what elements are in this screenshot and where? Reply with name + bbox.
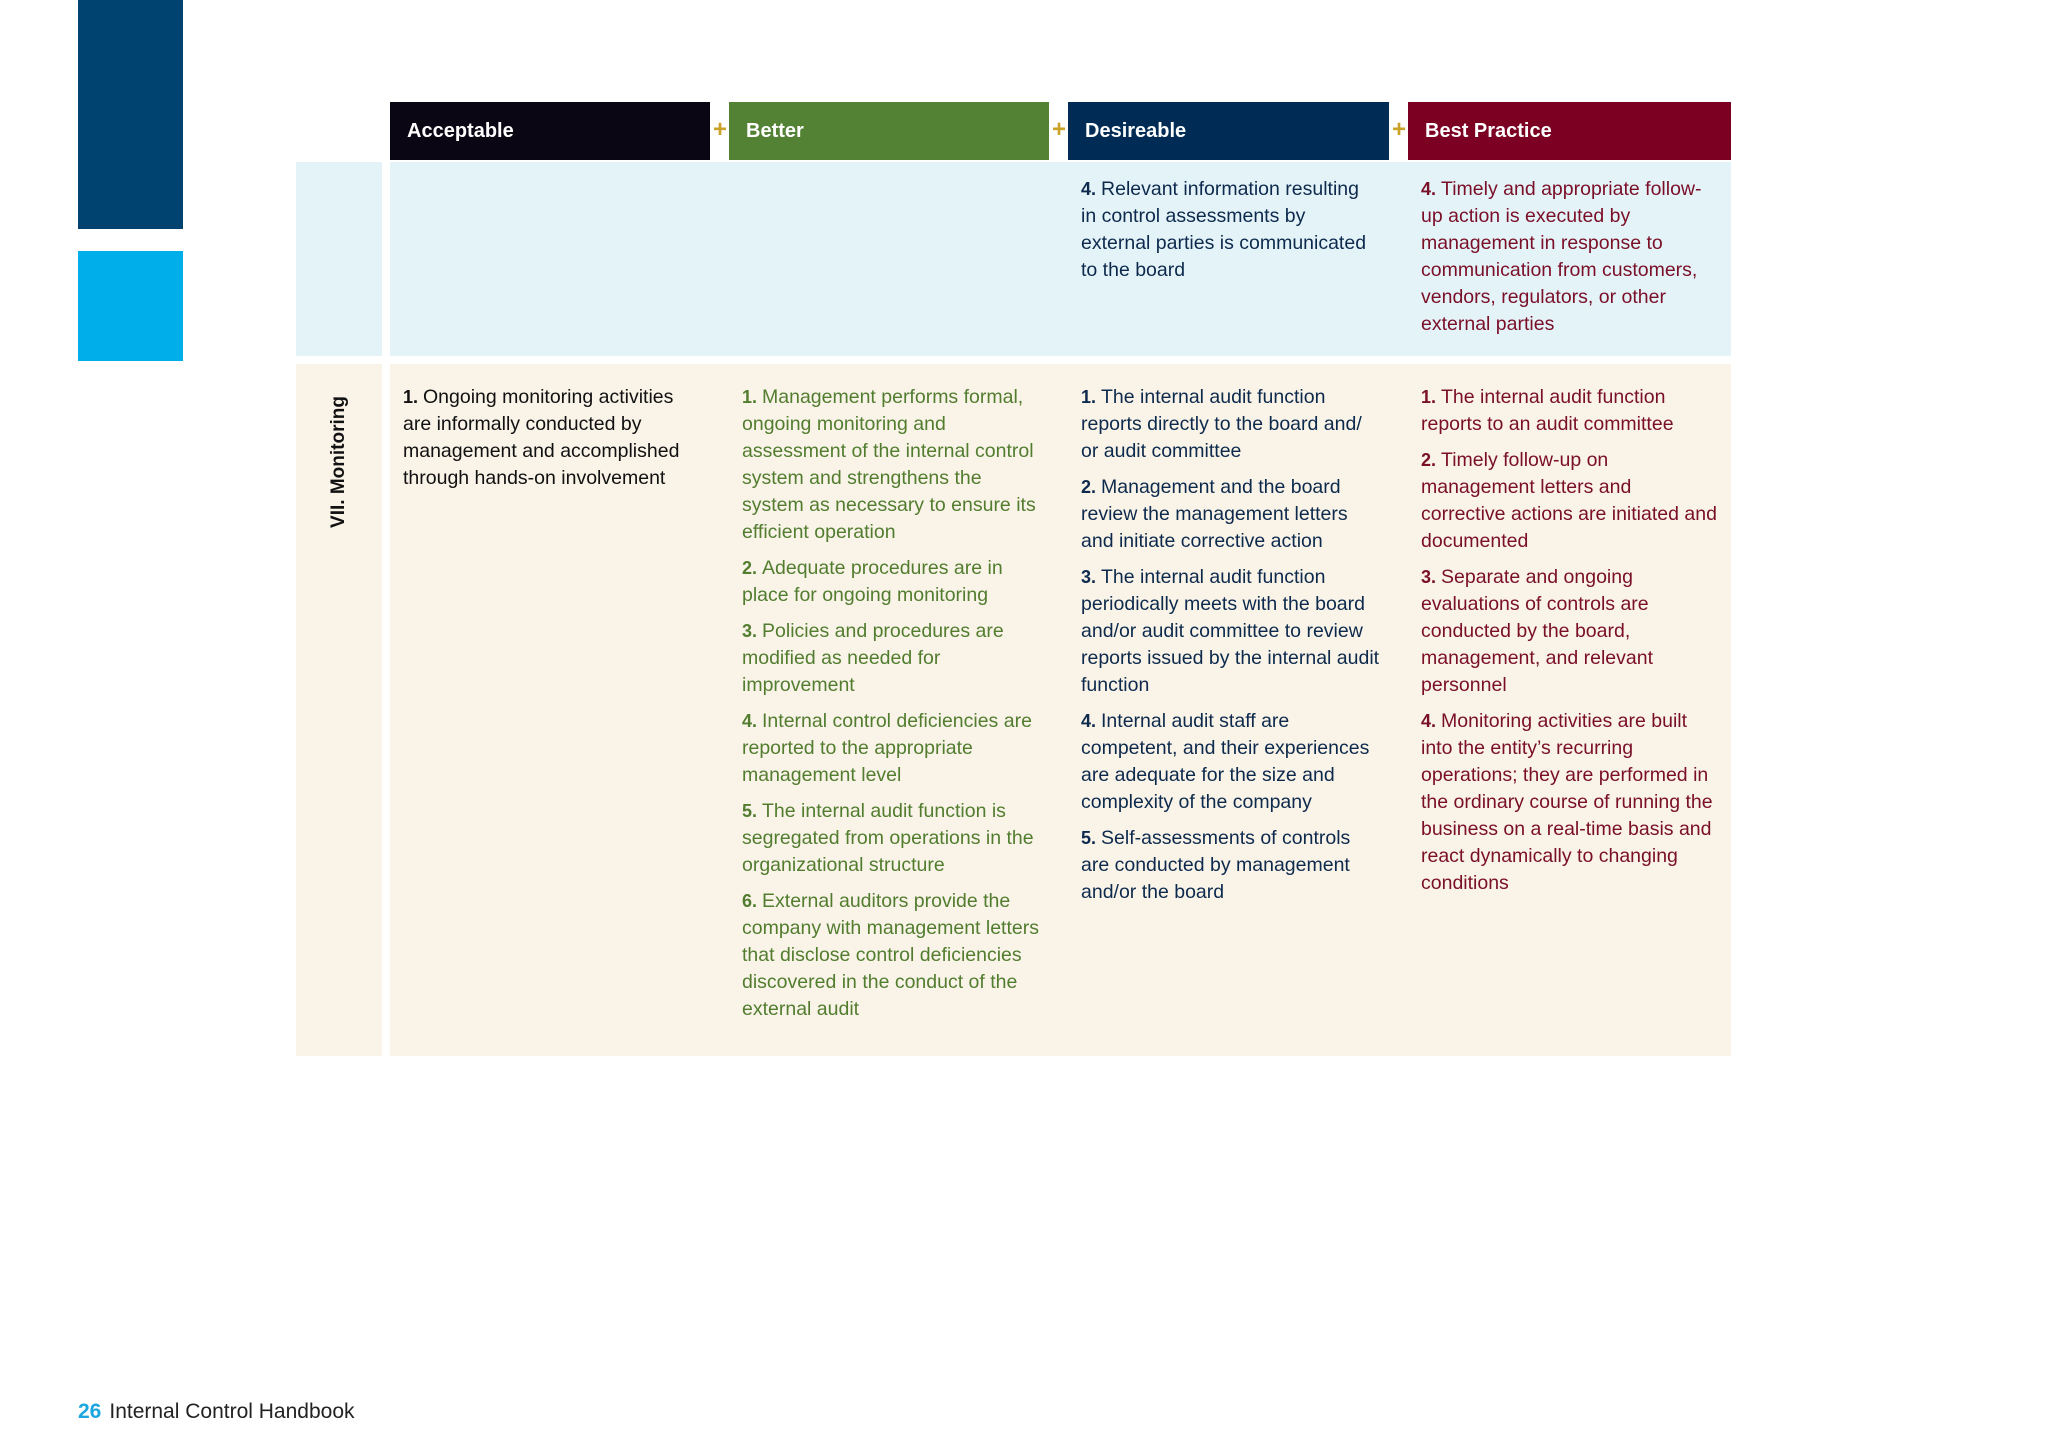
list-item: 1. Ongoing monitoring activities are informally conducted by management and accomplished through hands-on involvement bbox=[403, 386, 680, 489]
monitoring-best-practice-cell bbox=[1421, 384, 1721, 906]
list-item: 4. Monitoring activities are built into the entity’s recurring operations; they are performed in the ordinary course of running the business on a real-time basis and react dynamically to changing conditions bbox=[1421, 710, 1713, 894]
list-item: 2. Management and the board review the management letters and initiate corrective action bbox=[1081, 476, 1348, 552]
top-row-label-band bbox=[296, 162, 382, 356]
document-title: Internal Control Handbook bbox=[109, 1400, 355, 1423]
header-best-practice: Best Practice bbox=[1408, 102, 1731, 160]
header-better: Better bbox=[729, 102, 1049, 160]
top-best-practice-cell bbox=[1421, 176, 1721, 347]
monitoring-better-cell bbox=[742, 384, 1047, 1032]
top-desireable-cell bbox=[1081, 176, 1378, 293]
header-desireable: Desireable bbox=[1068, 102, 1389, 160]
list-item: 4. Relevant information resulting in control assessments by external parties is communicated to the board bbox=[1081, 178, 1367, 281]
list-item: 3. Policies and procedures are modified as needed for improvement bbox=[742, 620, 1004, 696]
list-item: 6. External auditors provide the company with management letters that disclose control deficiencies discovered in the conduct of the external audit bbox=[742, 890, 1039, 1020]
list-item: 3. The internal audit function periodically meets with the board and/or audit committee to review reports issued by the internal audit function bbox=[1081, 566, 1380, 696]
list-item: 1. The internal audit function reports directly to the board and/ or audit committee bbox=[1081, 386, 1362, 462]
list-item: 5. The internal audit function is segregated from operations in the organizational structure bbox=[742, 800, 1034, 876]
list-item: 2. Adequate procedures are in place for ongoing monitoring bbox=[742, 557, 1003, 606]
list-item: 5. Self-assessments of controls are conducted by management and/or the board bbox=[1081, 827, 1351, 903]
list-item: 4. Internal audit staff are competent, and their experiences are adequate for the size and complexity of the company bbox=[1081, 710, 1370, 813]
header-acceptable: Acceptable bbox=[390, 102, 710, 160]
monitoring-desireable-cell bbox=[1081, 384, 1381, 915]
plus-icon: + bbox=[1391, 116, 1406, 143]
list-item: 1. Management performs formal, ongoing monitoring and assessment of the internal control system and strengthens the system as necessary to ensure its efficient operation bbox=[742, 386, 1036, 543]
list-item: 4. Timely and appropriate follow-up action is executed by management in response to communication from customers, vendors, regulators, or other external parties bbox=[1421, 178, 1702, 335]
list-item: 4. Internal control deficiencies are reported to the appropriate management level bbox=[742, 710, 1032, 786]
plus-icon: + bbox=[1051, 116, 1066, 143]
row-label-monitoring bbox=[296, 364, 382, 1056]
page-footer bbox=[78, 1400, 355, 1424]
decorative-light-block bbox=[78, 251, 183, 361]
list-item: 1. The internal audit function reports to an audit committee bbox=[1421, 386, 1674, 435]
page-number: 26 bbox=[78, 1400, 102, 1423]
monitoring-acceptable-cell bbox=[403, 384, 703, 501]
list-item: 3. Separate and ongoing evaluations of controls are conducted by the board, management, and relevant personnel bbox=[1421, 566, 1653, 696]
plus-icon: + bbox=[712, 116, 727, 143]
monitoring-label-text: VII. Monitoring bbox=[328, 396, 349, 528]
decorative-dark-block bbox=[78, 0, 183, 229]
list-item: 2. Timely follow-up on management letters and corrective actions are initiated and documented bbox=[1421, 449, 1717, 552]
